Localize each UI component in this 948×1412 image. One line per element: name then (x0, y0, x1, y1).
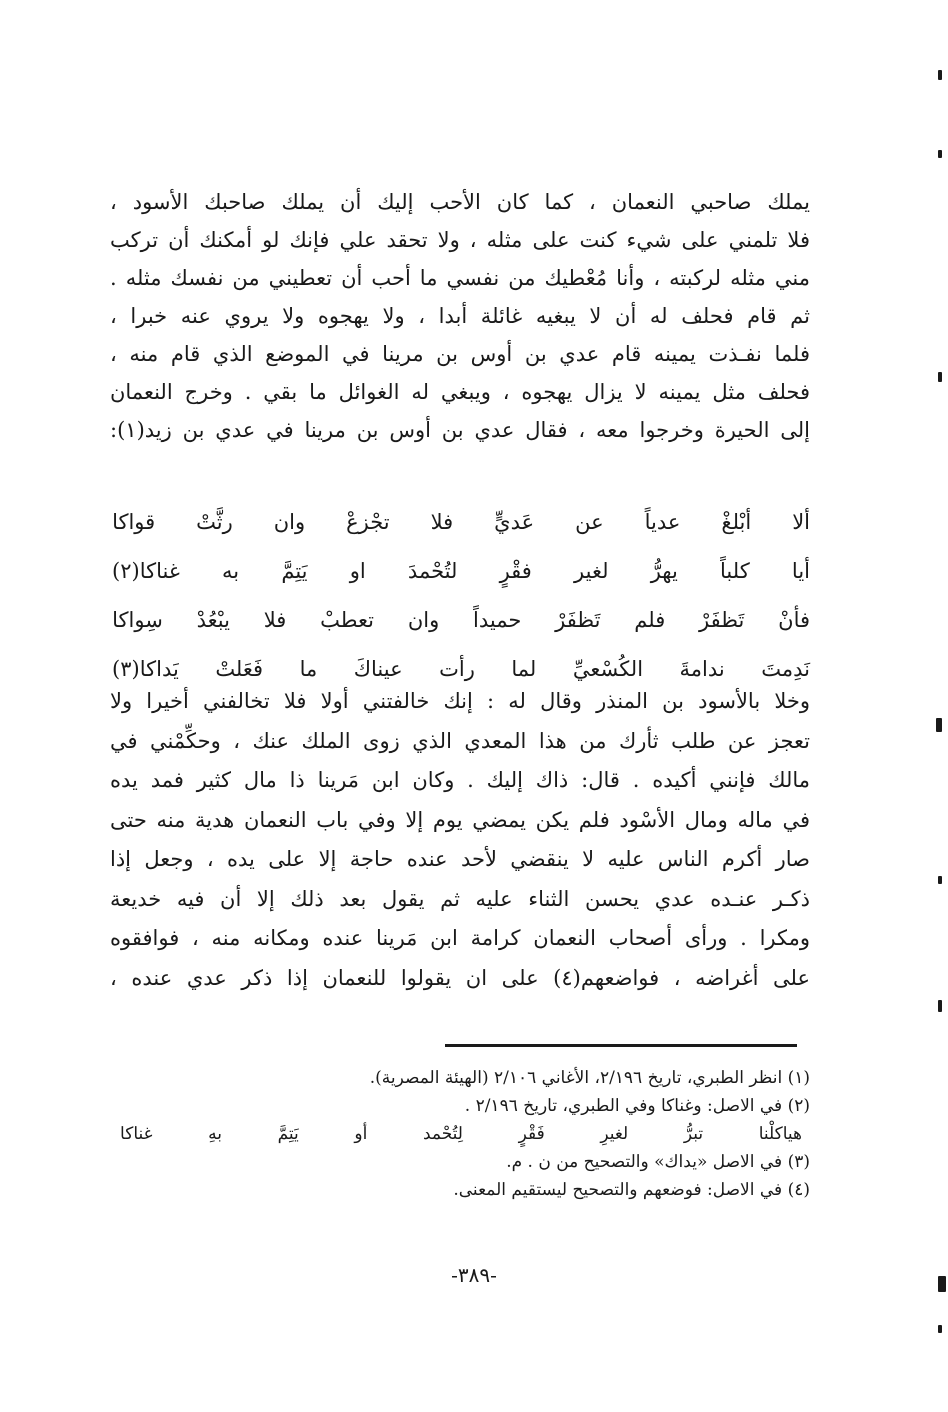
poem-word: تعطبْ (320, 608, 374, 632)
poem-word: لغير (574, 559, 609, 583)
poem-word: تَظفَرْ (699, 608, 745, 632)
scan-edge-mark (938, 1000, 942, 1012)
poem-word: عدياً (644, 510, 681, 534)
text-line: فلما نفـذت يمينه قام عدي بن أوس بن مرينا في الموضع الذي قام منه ، (110, 342, 810, 366)
poem-word: ألا (792, 510, 810, 534)
scan-edge-mark (938, 372, 942, 382)
text-line: يملك صاحبي النعمان ، كما كان الأحب إليك أن يملك صاحبك الأسود ، (110, 190, 810, 214)
footnote-3: (٣) في الاصل «يداك» والتصحيح من ن . م. (506, 1152, 810, 1172)
text-line: وخلا بالأسود بن المنذر وقال له : إنك خالفتني أولا فلا تخالفني أخيرا ولا (110, 689, 810, 713)
footnote-1: (١) انظر الطبري، تاريخ ٢/١٩٦، الأغاني ٢/١٠٦ (الهيئة المصرية). (369, 1068, 810, 1088)
poem-word: يهرُّ (650, 559, 678, 583)
poem-word: وان (273, 510, 306, 534)
paragraph-1 (110, 183, 810, 449)
poem-verse (112, 596, 810, 645)
text-line: فلا تلمني على شيء كنت على مثله ، ولا تحقد علي فإنك لو أمكنك أن تركب (110, 228, 810, 252)
poem-word: ندامةَ (679, 657, 725, 681)
page-number: -٣٨٩- (451, 1263, 497, 1287)
poem-word: وان (407, 608, 440, 632)
poem (112, 498, 810, 694)
paragraph-2 (110, 682, 810, 998)
poem-word: لتُحْمدَ (407, 559, 458, 583)
poem-word: يَداكا(٣) (112, 657, 179, 681)
poem-word: فأنْ (778, 608, 810, 632)
poem-word: عَديٍّ (494, 510, 535, 534)
scan-edge-mark (938, 876, 942, 884)
text-line: ثم قام فحلف له أن لا يبغيه غائلة أبدا ، ولا يهجوه ولا يروي عنه خبرا ، (110, 304, 810, 328)
poem-word: كلباً (720, 559, 750, 583)
verse-word: تبرُّ (683, 1124, 704, 1144)
text-line: على أغراضه ، فواضعهم(٤) على ان يقولوا للنعمان إذا ذكر عدي عنده ، (110, 965, 810, 990)
poem-word: فلا (430, 510, 454, 534)
poem-word: لما (511, 657, 537, 681)
poem-word: او (349, 559, 366, 583)
poem-word: نَدِمتَ (761, 657, 810, 681)
text-line: ومكرا . ورأى أصحاب النعمان كرامة ابن مَرينا عنده ومكانه منه ، فوافقوه (110, 926, 810, 950)
poem-word: فلم (634, 608, 666, 632)
verse-word: غناكا (120, 1124, 153, 1144)
verse-word: بهِ (208, 1124, 222, 1144)
scan-edge-mark (936, 718, 942, 732)
text-line: مالك فإنني أكيده . قال: ذاك إليك . وكان ابن مَرينا ذا مال كثير فمد يده (110, 768, 810, 792)
poem-word: عيناكَ (353, 657, 403, 681)
verse-word: لغيرِ (600, 1124, 629, 1144)
text-line: تعجز عن طلب ثأرك من هذا المعدي الذي زوى الملك عنك ، وحكِّمْني في (110, 728, 810, 753)
verse-word: أو (354, 1124, 368, 1144)
footnotes (120, 1064, 810, 1204)
poem-word: سِواكا (112, 608, 163, 632)
poem-word: فلا (263, 608, 287, 632)
poem-word: به (222, 559, 240, 583)
poem-word: أبْلغْ (721, 510, 752, 534)
scan-edge-mark (938, 1325, 942, 1333)
text-line: مني مثله لركبته ، وأنا مُعْطيك من نفسي ما أحب أن تعطيني من نفسك مثله . (110, 266, 810, 290)
poem-word: ما (299, 657, 318, 681)
poem-word: فقْرٍ (499, 559, 532, 583)
text-line: إلى الحيرة وخرجوا معه ، فقال عدي بن أوس بن مرينا في عدي بن زيد(١): (110, 418, 810, 442)
poem-word: تجْزعْ (346, 510, 390, 534)
footnote-4: (٤) في الاصل: فوضعهم والتصحيح ليستقيم المعنى. (453, 1180, 810, 1200)
footnote-2: (٢) في الاصل: وغناكا وفي الطبري، تاريخ ٢/١٩٦ . (464, 1096, 810, 1116)
text-line: في ماله ومال الأسْود فلم يكن يمضي يوم إلا وفي باب النعمان هدية منه حتى (110, 807, 810, 832)
poem-word: يَتِمَّ (281, 559, 308, 583)
scan-edge-mark (938, 1276, 946, 1292)
poem-word: الكُسْعيِّ (572, 657, 644, 681)
text-line: ذكـر عنـده عدي يحسن الثناء عليه ثم يقول بعد ذلك إلا أن فيه خديعة (110, 886, 810, 911)
poem-word: حميداً (473, 608, 522, 632)
poem-word: رثَّتْ (196, 510, 233, 534)
poem-word: رأت (439, 657, 475, 681)
scan-edge-mark (938, 70, 942, 80)
verse-word: يَتِمَّ (277, 1124, 299, 1144)
verse-word: لِتُحْمد (422, 1124, 463, 1144)
footnote-2-verse (120, 1120, 810, 1148)
poem-verse (112, 498, 810, 547)
footnote-divider (445, 1044, 797, 1047)
poem-word: غناكا(٢) (112, 559, 180, 583)
text-line: فحلف مثل يمينه لا يزال يهجوه ، ويبغي له الغوائل ما بقي . وخرج النعمان (110, 380, 810, 404)
verse-word: هياكلْنا (758, 1124, 802, 1144)
poem-word: عن (575, 510, 604, 534)
poem-word: تَظفَرْ (555, 608, 601, 632)
poem-word: فَعَلتْ (215, 657, 264, 681)
verse-word: فَقْرٍ (518, 1124, 545, 1144)
poem-word: أيا (791, 559, 810, 583)
text-line: صار أكرم الناس عليه لا ينقضي لأحد عنده حاجة إلا على يده ، وجعل إذا (110, 847, 810, 871)
poem-word: قواكا (112, 510, 156, 534)
poem-verse (112, 547, 810, 596)
scan-edge-mark (938, 150, 942, 158)
poem-word: يبْعُدْ (196, 608, 230, 632)
